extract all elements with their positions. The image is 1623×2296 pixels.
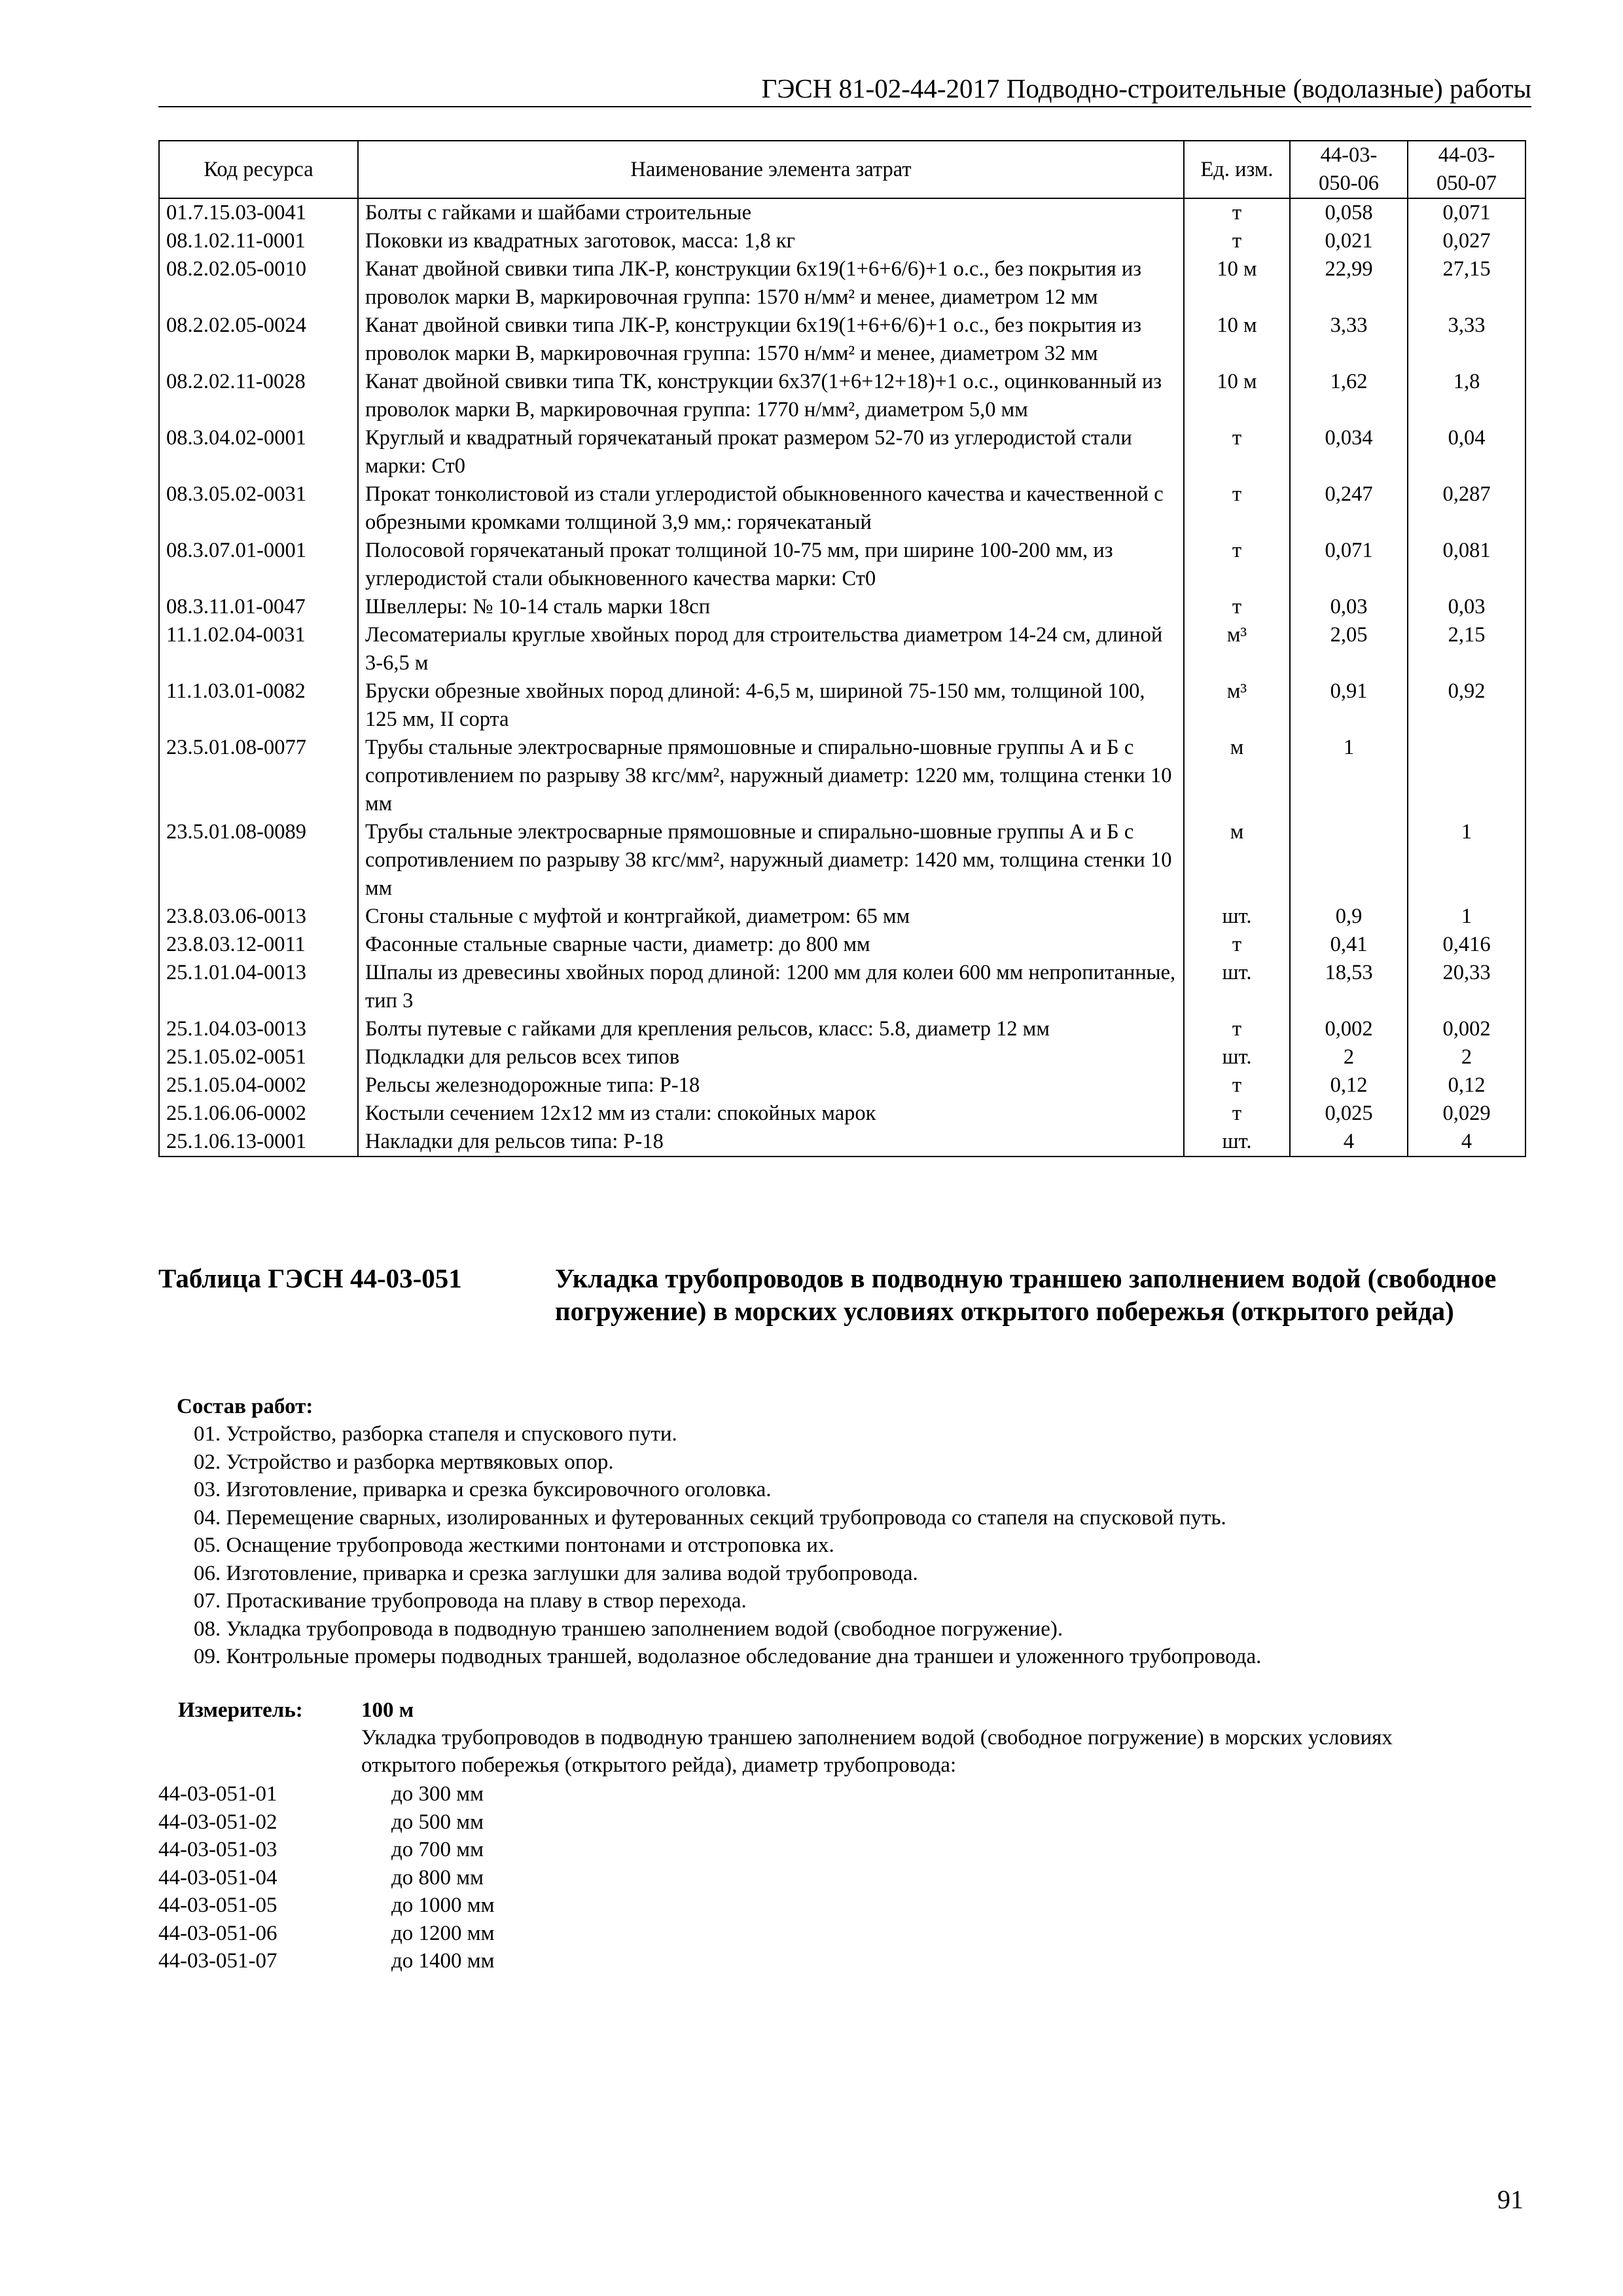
norm-diameter: до 800 мм [391, 1865, 484, 1890]
resource-name-cell: Канат двойной свивки типа ТК, конструкции 6х37(1+6+12+18)+1 о.с., оцинкованный из проволок марки В, маркировочная группа: 1770 н/мм², диаметром 5,0 мм [358, 368, 1184, 424]
table-row [159, 959, 1525, 1015]
resource-code-cell: 25.1.05.04-0002 [159, 1071, 358, 1100]
resource-code-cell: 08.2.02.05-0024 [159, 312, 358, 368]
resource-name-cell: Костыли сечением 12х12 мм из стали: спокойных марок [358, 1100, 1184, 1128]
unit-cell: т [1184, 480, 1290, 537]
table-row [159, 931, 1525, 959]
unit-cell: т [1184, 593, 1290, 621]
resource-code-cell: 08.2.02.05-0010 [159, 255, 358, 312]
value-050-07-cell: 1,8 [1408, 368, 1525, 424]
table-row [159, 1015, 1525, 1043]
value-050-06-cell: 0,9 [1290, 903, 1408, 931]
value-050-07-cell: 0,027 [1408, 227, 1525, 255]
resource-name-cell: Болты с гайками и шайбами строительные [358, 198, 1184, 227]
resource-name-cell: Канат двойной свивки типа ЛК-Р, конструкции 6х19(1+6+6/6)+1 о.с., без покрытия из проволок марки В, маркировочная группа: 1570 н/мм² и менее, диаметром 12 мм [358, 255, 1184, 312]
unit-cell: м³ [1184, 621, 1290, 677]
value-050-06-cell: 0,034 [1290, 424, 1408, 480]
resource-name-cell: Лесоматериалы круглые хвойных пород для строительства диаметром 14-24 см, длиной 3-6,5 м [358, 621, 1184, 677]
resource-code-cell: 08.3.07.01-0001 [159, 537, 358, 593]
table-row [159, 593, 1525, 621]
resource-code-cell: 23.8.03.12-0011 [159, 931, 358, 959]
table-row [159, 227, 1525, 255]
resource-name-cell: Накладки для рельсов типа: Р-18 [358, 1128, 1184, 1157]
table-row [159, 1043, 1525, 1071]
table-row [159, 198, 1525, 227]
norm-code: 44-03-051-07 [158, 1949, 277, 1973]
resource-code-cell: 01.7.15.03-0041 [159, 198, 358, 227]
resource-name-cell: Полосовой горячекатаный прокат толщиной 10-75 мм, при ширине 100-200 мм, из углеродистой стали обыкновенного качества марки: Ст0 [358, 537, 1184, 593]
norm-diameter: до 1400 мм [391, 1949, 495, 1973]
value-050-06-cell [1290, 818, 1408, 903]
unit-cell: шт. [1184, 1128, 1290, 1157]
unit-cell: шт. [1184, 1043, 1290, 1071]
value-050-06-cell: 3,33 [1290, 312, 1408, 368]
unit-cell: 10 м [1184, 255, 1290, 312]
value-050-07-cell: 0,04 [1408, 424, 1525, 480]
document-header-title: ГЭСН 81-02-44-2017 Подводно-строительные (водолазные) работы [761, 73, 1531, 103]
value-050-06-cell: 2 [1290, 1043, 1408, 1071]
table-row [159, 1071, 1525, 1100]
resource-name-cell: Круглый и квадратный горячекатаный прокат размером 52-70 из углеродистой стали марки: Ст0 [358, 424, 1184, 480]
column-header-050-06: 44-03- 050-06 [1290, 141, 1408, 198]
page-number: 91 [1497, 2185, 1524, 2214]
norm-code-row [158, 1780, 616, 1808]
resource-name-cell: Фасонные стальные сварные части, диаметр: до 800 мм [358, 931, 1184, 959]
value-050-07-cell: 0,12 [1408, 1071, 1525, 1100]
value-050-06-cell: 0,002 [1290, 1015, 1408, 1043]
value-050-07-cell: 1 [1408, 818, 1525, 903]
table-row [159, 255, 1525, 312]
value-050-06-cell: 22,99 [1290, 255, 1408, 312]
unit-cell: т [1184, 424, 1290, 480]
value-050-07-cell: 0,081 [1408, 537, 1525, 593]
resource-code-cell: 11.1.02.04-0031 [159, 621, 358, 677]
norm-diameter: до 1200 мм [391, 1921, 495, 1945]
works-list-item: 05. Оснащение трубопровода жесткими понтонами и отстроповка их. [194, 1534, 834, 1557]
table-row [159, 818, 1525, 903]
unit-cell: 10 м [1184, 312, 1290, 368]
value-050-06-cell: 1,62 [1290, 368, 1408, 424]
resource-name-cell: Сгоны стальные с муфтой и контргайкой, диаметром: 65 мм [358, 903, 1184, 931]
unit-cell: м [1184, 818, 1290, 903]
works-list-item: 01. Устройство, разборка стапеля и спускового пути. [194, 1422, 677, 1446]
value-050-07-cell: 2,15 [1408, 621, 1525, 677]
table-row [159, 368, 1525, 424]
works-list-item: 08. Укладка трубопровода в подводную траншею заполнением водой (свободное погружение). [194, 1617, 1063, 1641]
value-050-06-cell: 0,41 [1290, 931, 1408, 959]
resource-code-cell: 23.5.01.08-0077 [159, 734, 358, 818]
value-050-07-cell: 3,33 [1408, 312, 1525, 368]
resource-code-cell: 25.1.05.02-0051 [159, 1043, 358, 1071]
resource-code-cell: 23.5.01.08-0089 [159, 818, 358, 903]
value-050-06-cell: 1 [1290, 734, 1408, 818]
value-050-07-cell: 0,416 [1408, 931, 1525, 959]
resource-name-cell: Поковки из квадратных заготовок, масса: 1,8 кг [358, 227, 1184, 255]
value-050-06-cell: 0,025 [1290, 1100, 1408, 1128]
value-050-06-cell: 0,058 [1290, 198, 1408, 227]
value-050-06-cell: 0,071 [1290, 537, 1408, 593]
value-050-07-cell: 0,071 [1408, 198, 1525, 227]
resource-table [158, 140, 1526, 1157]
value-050-06-cell: 0,021 [1290, 227, 1408, 255]
unit-cell: т [1184, 198, 1290, 227]
works-list-item: 04. Перемещение сварных, изолированных и футерованных секций трубопровода со стапеля на спусковой путь. [194, 1505, 1226, 1530]
works-list [194, 1420, 1529, 1671]
value-050-07-cell: 0,029 [1408, 1100, 1525, 1128]
norm-code-row [158, 1836, 616, 1864]
section-title: Укладка трубопроводов в подводную траншею заполнением водой (свободное погружение) в морских условиях открытого побережья (открытого рейда) [555, 1263, 1497, 1326]
norm-code-row [158, 1947, 616, 1975]
unit-cell: т [1184, 1071, 1290, 1100]
value-050-07-cell: 0,002 [1408, 1015, 1525, 1043]
unit-cell: т [1184, 931, 1290, 959]
meter-description: Укладка трубопроводов в подводную траншею заполнением водой (свободное погружение) в морских условиях открытого побережья (открытого рейда), диаметр трубопровода: [361, 1726, 1393, 1777]
norm-diameter: до 1000 мм [391, 1893, 495, 1917]
table-row [159, 734, 1525, 818]
works-list-item: 02. Устройство и разборка мертвяковых опор. [194, 1450, 614, 1474]
resource-code-cell: 08.3.04.02-0001 [159, 424, 358, 480]
value-050-07-cell: 0,287 [1408, 480, 1525, 537]
norm-code: 44-03-051-01 [158, 1782, 277, 1806]
table-row [159, 903, 1525, 931]
works-list-item: 03. Изготовление, приварка и срезка буксировочного оголовка. [194, 1478, 772, 1501]
value-050-07-cell: 4 [1408, 1128, 1525, 1157]
resource-name-cell: Швеллеры: № 10-14 сталь марки 18сп [358, 593, 1184, 621]
works-list-item: 07. Протаскивание трубопровода на плаву в створ перехода. [194, 1589, 747, 1613]
table-row [159, 1128, 1525, 1157]
resource-code-cell: 08.2.02.11-0028 [159, 368, 358, 424]
resource-code-cell: 11.1.03.01-0082 [159, 677, 358, 734]
resource-name-cell: Подкладки для рельсов всех типов [358, 1043, 1184, 1071]
unit-cell: т [1184, 1015, 1290, 1043]
meter-unit: 100 м [361, 1698, 414, 1722]
section-table-label: Таблица ГЭСН 44-03-051 [158, 1263, 462, 1293]
value-050-06-cell: 2,05 [1290, 621, 1408, 677]
table-row [159, 480, 1525, 537]
value-050-07-cell: 27,15 [1408, 255, 1525, 312]
unit-cell: т [1184, 1100, 1290, 1128]
value-050-07-cell: 0,03 [1408, 593, 1525, 621]
norm-code-list [158, 1780, 616, 1975]
unit-cell: т [1184, 537, 1290, 593]
resource-name-cell: Шпалы из древесины хвойных пород длиной: 1200 мм для колеи 600 мм непропитанные, тип 3 [358, 959, 1184, 1015]
column-header-050-07: 44-03- 050-07 [1408, 141, 1525, 198]
resource-code-cell: 25.1.04.03-0013 [159, 1015, 358, 1043]
norm-diameter: до 700 мм [391, 1838, 484, 1861]
meter-label: Измеритель: [178, 1698, 303, 1722]
value-050-06-cell: 0,03 [1290, 593, 1408, 621]
unit-cell: шт. [1184, 959, 1290, 1015]
resource-name-cell: Болты путевые с гайками для крепления рельсов, класс: 5.8, диаметр 12 мм [358, 1015, 1184, 1043]
resource-code-cell: 25.1.01.04-0013 [159, 959, 358, 1015]
value-050-07-cell: 2 [1408, 1043, 1525, 1071]
resource-table-body [159, 198, 1525, 1157]
norm-code: 44-03-051-04 [158, 1865, 277, 1890]
resource-code-cell: 08.3.05.02-0031 [159, 480, 358, 537]
works-heading: Состав работ: [177, 1395, 313, 1418]
value-050-07-cell: 0,92 [1408, 677, 1525, 734]
resource-name-cell: Бруски обрезные хвойных пород длиной: 4-6,5 м, шириной 75-150 мм, толщиной 100, 125 мм, II сорта [358, 677, 1184, 734]
column-header-code: Код ресурса [159, 141, 358, 198]
norm-code-row [158, 1864, 616, 1892]
works-list-item: 06. Изготовление, приварка и срезка заглушки для залива водой трубопровода. [194, 1561, 918, 1585]
resource-name-cell: Трубы стальные электросварные прямошовные и спирально-шовные группы А и Б с сопротивлением по разрыву 38 кгс/мм², наружный диаметр: 1220 мм, толщина стенки 10 мм [358, 734, 1184, 818]
header-rule [158, 106, 1531, 107]
norm-code-row [158, 1892, 616, 1920]
norm-code: 44-03-051-02 [158, 1810, 277, 1834]
resource-name-cell: Канат двойной свивки типа ЛК-Р, конструкции 6х19(1+6+6/6)+1 о.с., без покрытия из проволок марки В, маркировочная группа: 1570 н/мм² и менее, диаметром 32 мм [358, 312, 1184, 368]
value-050-07-cell: 20,33 [1408, 959, 1525, 1015]
table-row [159, 621, 1525, 677]
resource-code-cell: 25.1.06.13-0001 [159, 1128, 358, 1157]
resource-code-cell: 08.3.11.01-0047 [159, 593, 358, 621]
resource-code-cell: 08.1.02.11-0001 [159, 227, 358, 255]
table-row [159, 312, 1525, 368]
norm-code: 44-03-051-06 [158, 1921, 277, 1945]
resource-code-cell: 25.1.06.06-0002 [159, 1100, 358, 1128]
unit-cell: 10 м [1184, 368, 1290, 424]
unit-cell: шт. [1184, 903, 1290, 931]
norm-diameter: до 300 мм [391, 1782, 484, 1806]
value-050-07-cell [1408, 734, 1525, 818]
resource-name-cell: Прокат тонколистовой из стали углеродистой обыкновенного качества и качественной с обрезными кромками толщиной 3,9 мм,: горячекатаный [358, 480, 1184, 537]
resource-code-cell: 23.8.03.06-0013 [159, 903, 358, 931]
unit-cell: т [1184, 227, 1290, 255]
resource-table-header-row [159, 141, 1525, 198]
value-050-06-cell: 0,247 [1290, 480, 1408, 537]
table-row [159, 677, 1525, 734]
unit-cell: м [1184, 734, 1290, 818]
norm-diameter: до 500 мм [391, 1810, 484, 1834]
resource-name-cell: Рельсы железнодорожные типа: Р-18 [358, 1071, 1184, 1100]
value-050-07-cell: 1 [1408, 903, 1525, 931]
column-header-unit: Ед. изм. [1184, 141, 1290, 198]
table-row [159, 537, 1525, 593]
value-050-06-cell: 4 [1290, 1128, 1408, 1157]
column-header-name: Наименование элемента затрат [358, 141, 1184, 198]
norm-code: 44-03-051-03 [158, 1838, 277, 1861]
unit-cell: м³ [1184, 677, 1290, 734]
norm-code: 44-03-051-05 [158, 1893, 277, 1917]
norm-code-row [158, 1808, 616, 1837]
value-050-06-cell: 18,53 [1290, 959, 1408, 1015]
works-list-item: 09. Контрольные промеры подводных траншей, водолазное обследование дна траншеи и уложенного трубопровода. [194, 1645, 1262, 1668]
value-050-06-cell: 0,91 [1290, 677, 1408, 734]
table-row [159, 1100, 1525, 1128]
table-row [159, 424, 1525, 480]
value-050-06-cell: 0,12 [1290, 1071, 1408, 1100]
norm-code-row [158, 1920, 616, 1948]
resource-name-cell: Трубы стальные электросварные прямошовные и спирально-шовные группы А и Б с сопротивлением по разрыву 38 кгс/мм², наружный диаметр: 1420 мм, толщина стенки 10 мм [358, 818, 1184, 903]
